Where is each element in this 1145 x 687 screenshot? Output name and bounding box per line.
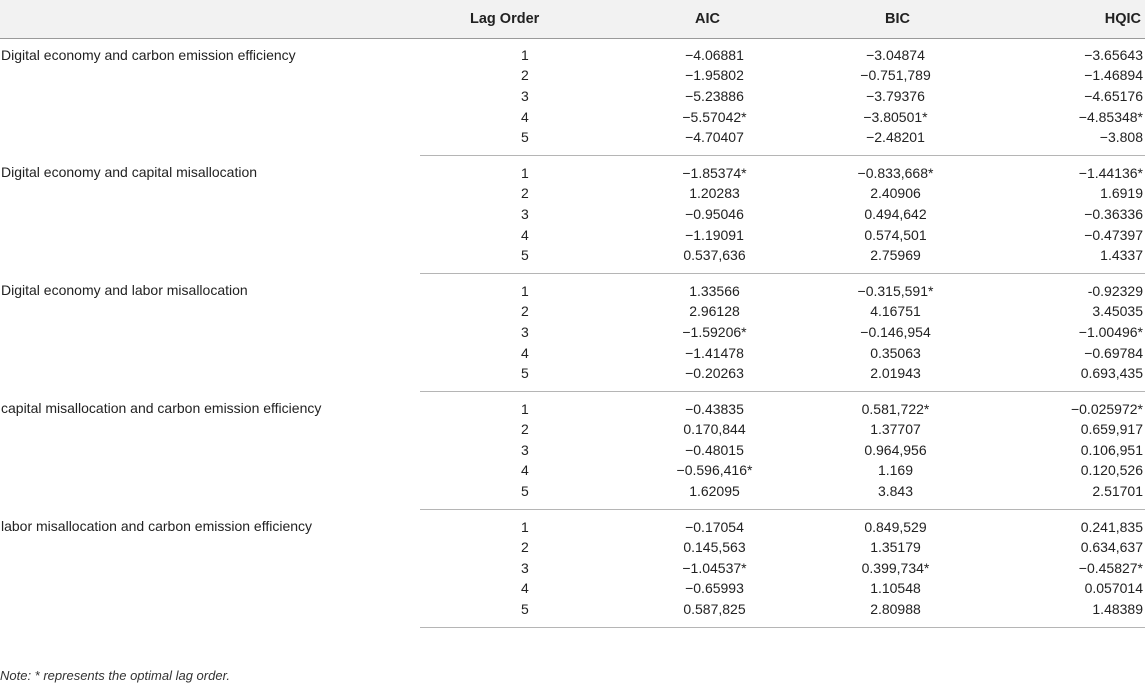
cell-lag: 3	[521, 205, 529, 222]
cell-bic: 0.849,529	[864, 518, 927, 535]
cell-bic: −0.833,668*	[857, 164, 934, 181]
table-row	[0, 510, 1145, 537]
cell-bic: −3.79376	[866, 87, 925, 104]
cell-lag: 4	[521, 226, 529, 243]
cell-aic: 1.33566	[689, 282, 740, 299]
cell-bic: 2.80988	[775, 599, 960, 628]
cell-lag: 1	[521, 400, 529, 417]
cell-hqic: −0.025972*	[1070, 400, 1143, 417]
cell-bic: −0.146,954	[860, 323, 931, 340]
cell-hqic: 2.51701	[960, 481, 1145, 510]
table-body	[0, 38, 1145, 628]
cell-bic: −0.315,591*	[857, 282, 934, 299]
cell-hqic: 1.48389	[960, 599, 1145, 628]
cell-lag: 2	[521, 303, 529, 320]
group-label: capital misallocation and carbon emission efficiency	[1, 399, 322, 416]
header-aic: AIC	[590, 0, 775, 38]
cell-bic: −3.04874	[866, 46, 925, 63]
cell-bic: 0.494,642	[864, 205, 927, 222]
table-row	[0, 38, 1145, 65]
cell-bic: 1.10548	[870, 580, 921, 597]
cell-bic: 2.01943	[775, 363, 960, 392]
cell-aic: −4.06881	[685, 46, 744, 63]
cell-hqic: 0.634,637	[1080, 539, 1143, 556]
cell-hqic: −1.46894	[1084, 67, 1143, 84]
cell-aic: −1.04537*	[682, 559, 747, 576]
group-label: Digital economy and labor misallocation	[1, 281, 248, 298]
cell-aic: −0.43835	[685, 400, 744, 417]
cell-lag: 4	[521, 108, 529, 125]
cell-hqic: −3.808	[960, 127, 1145, 156]
cell-aic: −0.95046	[685, 205, 744, 222]
cell-hqic: −1.44136*	[1078, 164, 1143, 181]
cell-lag: 5	[420, 481, 590, 510]
cell-bic: 3.843	[775, 481, 960, 510]
cell-aic: −0.65993	[685, 580, 744, 597]
cell-aic: −1.19091	[685, 226, 744, 243]
cell-aic: −0.596,416*	[676, 462, 753, 479]
cell-bic: 0.964,956	[864, 441, 927, 458]
cell-lag: 5	[420, 127, 590, 156]
cell-aic: −0.48015	[685, 441, 744, 458]
cell-aic: 0.145,563	[683, 539, 746, 556]
table-header	[0, 0, 1145, 38]
header-lag-order: Lag Order	[420, 0, 590, 38]
cell-hqic: 0.106,951	[1080, 441, 1143, 458]
cell-bic: 2.75969	[775, 245, 960, 274]
cell-hqic: −0.69784	[1084, 344, 1143, 361]
cell-bic: 0.399,734*	[861, 559, 930, 576]
cell-hqic: -0.92329	[1087, 282, 1143, 299]
cell-lag: 2	[521, 185, 529, 202]
cell-bic: −3.80501*	[863, 108, 928, 125]
cell-lag: 2	[521, 67, 529, 84]
header-group	[0, 0, 420, 38]
table-row	[0, 156, 1145, 183]
cell-bic: −0.751,789	[860, 67, 931, 84]
header-hqic: HQIC	[960, 0, 1145, 38]
cell-bic: 1.169	[877, 462, 914, 479]
cell-bic: −2.48201	[775, 127, 960, 156]
table-note: Note: * represents the optimal lag order.	[0, 668, 231, 683]
header-row	[0, 0, 1145, 38]
cell-hqic: 0.057014	[1084, 580, 1143, 597]
header-bic: BIC	[775, 0, 960, 38]
group-label: labor misallocation and carbon emission efficiency	[1, 517, 313, 534]
cell-hqic: 0.659,917	[1080, 421, 1143, 438]
cell-lag: 2	[521, 421, 529, 438]
cell-lag: 1	[521, 282, 529, 299]
cell-aic: 0.537,636	[590, 245, 775, 274]
cell-lag: 3	[521, 559, 529, 576]
cell-aic: 0.170,844	[683, 421, 746, 438]
cell-aic: −1.41478	[685, 344, 744, 361]
cell-lag: 5	[420, 363, 590, 392]
cell-lag: 3	[521, 441, 529, 458]
cell-lag: 4	[521, 344, 529, 361]
group-label: Digital economy and capital misallocation	[1, 163, 258, 180]
cell-hqic: −0.47397	[1084, 226, 1143, 243]
cell-hqic: −1.00496*	[1078, 323, 1143, 340]
cell-hqic: −3.65643	[1084, 46, 1143, 63]
cell-aic: −0.17054	[685, 518, 744, 535]
cell-lag: 3	[521, 87, 529, 104]
cell-aic: −5.57042*	[682, 108, 747, 125]
cell-hqic: 0.693,435	[960, 363, 1145, 392]
table-row	[0, 392, 1145, 419]
cell-bic: 0.581,722*	[861, 400, 930, 417]
cell-hqic: −4.65176	[1084, 87, 1143, 104]
cell-aic: 2.96128	[689, 303, 740, 320]
cell-lag: 5	[420, 245, 590, 274]
cell-aic: −1.59206*	[682, 323, 747, 340]
cell-aic: −1.95802	[685, 67, 744, 84]
cell-hqic: −0.36336	[1084, 205, 1143, 222]
cell-bic: 1.35179	[870, 539, 921, 556]
cell-aic: −1.85374*	[682, 164, 747, 181]
cell-hqic: −0.45827*	[1078, 559, 1143, 576]
cell-lag: 4	[521, 580, 529, 597]
cell-bic: 0.35063	[870, 344, 921, 361]
cell-lag: 1	[521, 46, 529, 63]
cell-aic: −4.70407	[590, 127, 775, 156]
cell-hqic: 3.45035	[1092, 303, 1143, 320]
cell-lag: 1	[521, 164, 529, 181]
table-row	[0, 274, 1145, 301]
cell-aic: −0.20263	[590, 363, 775, 392]
cell-hqic: 1.4337	[960, 245, 1145, 274]
cell-bic: 2.40906	[870, 185, 921, 202]
cell-lag: 5	[420, 599, 590, 628]
cell-lag: 1	[521, 518, 529, 535]
cell-bic: 4.16751	[870, 303, 921, 320]
cell-hqic: −4.85348*	[1078, 108, 1143, 125]
cell-bic: 1.37707	[870, 421, 921, 438]
cell-lag: 2	[521, 539, 529, 556]
cell-lag: 4	[521, 462, 529, 479]
cell-lag: 3	[521, 323, 529, 340]
cell-hqic: 0.241,835	[1080, 518, 1143, 535]
group-label: Digital economy and carbon emission efficiency	[1, 46, 296, 63]
cell-aic: 0.587,825	[590, 599, 775, 628]
cell-bic: 0.574,501	[864, 226, 927, 243]
cell-aic: 1.20283	[689, 185, 740, 202]
cell-aic: −5.23886	[685, 87, 744, 104]
cell-aic: 1.62095	[590, 481, 775, 510]
cell-hqic: 1.6919	[1100, 185, 1143, 202]
cell-hqic: 0.120,526	[1080, 462, 1143, 479]
